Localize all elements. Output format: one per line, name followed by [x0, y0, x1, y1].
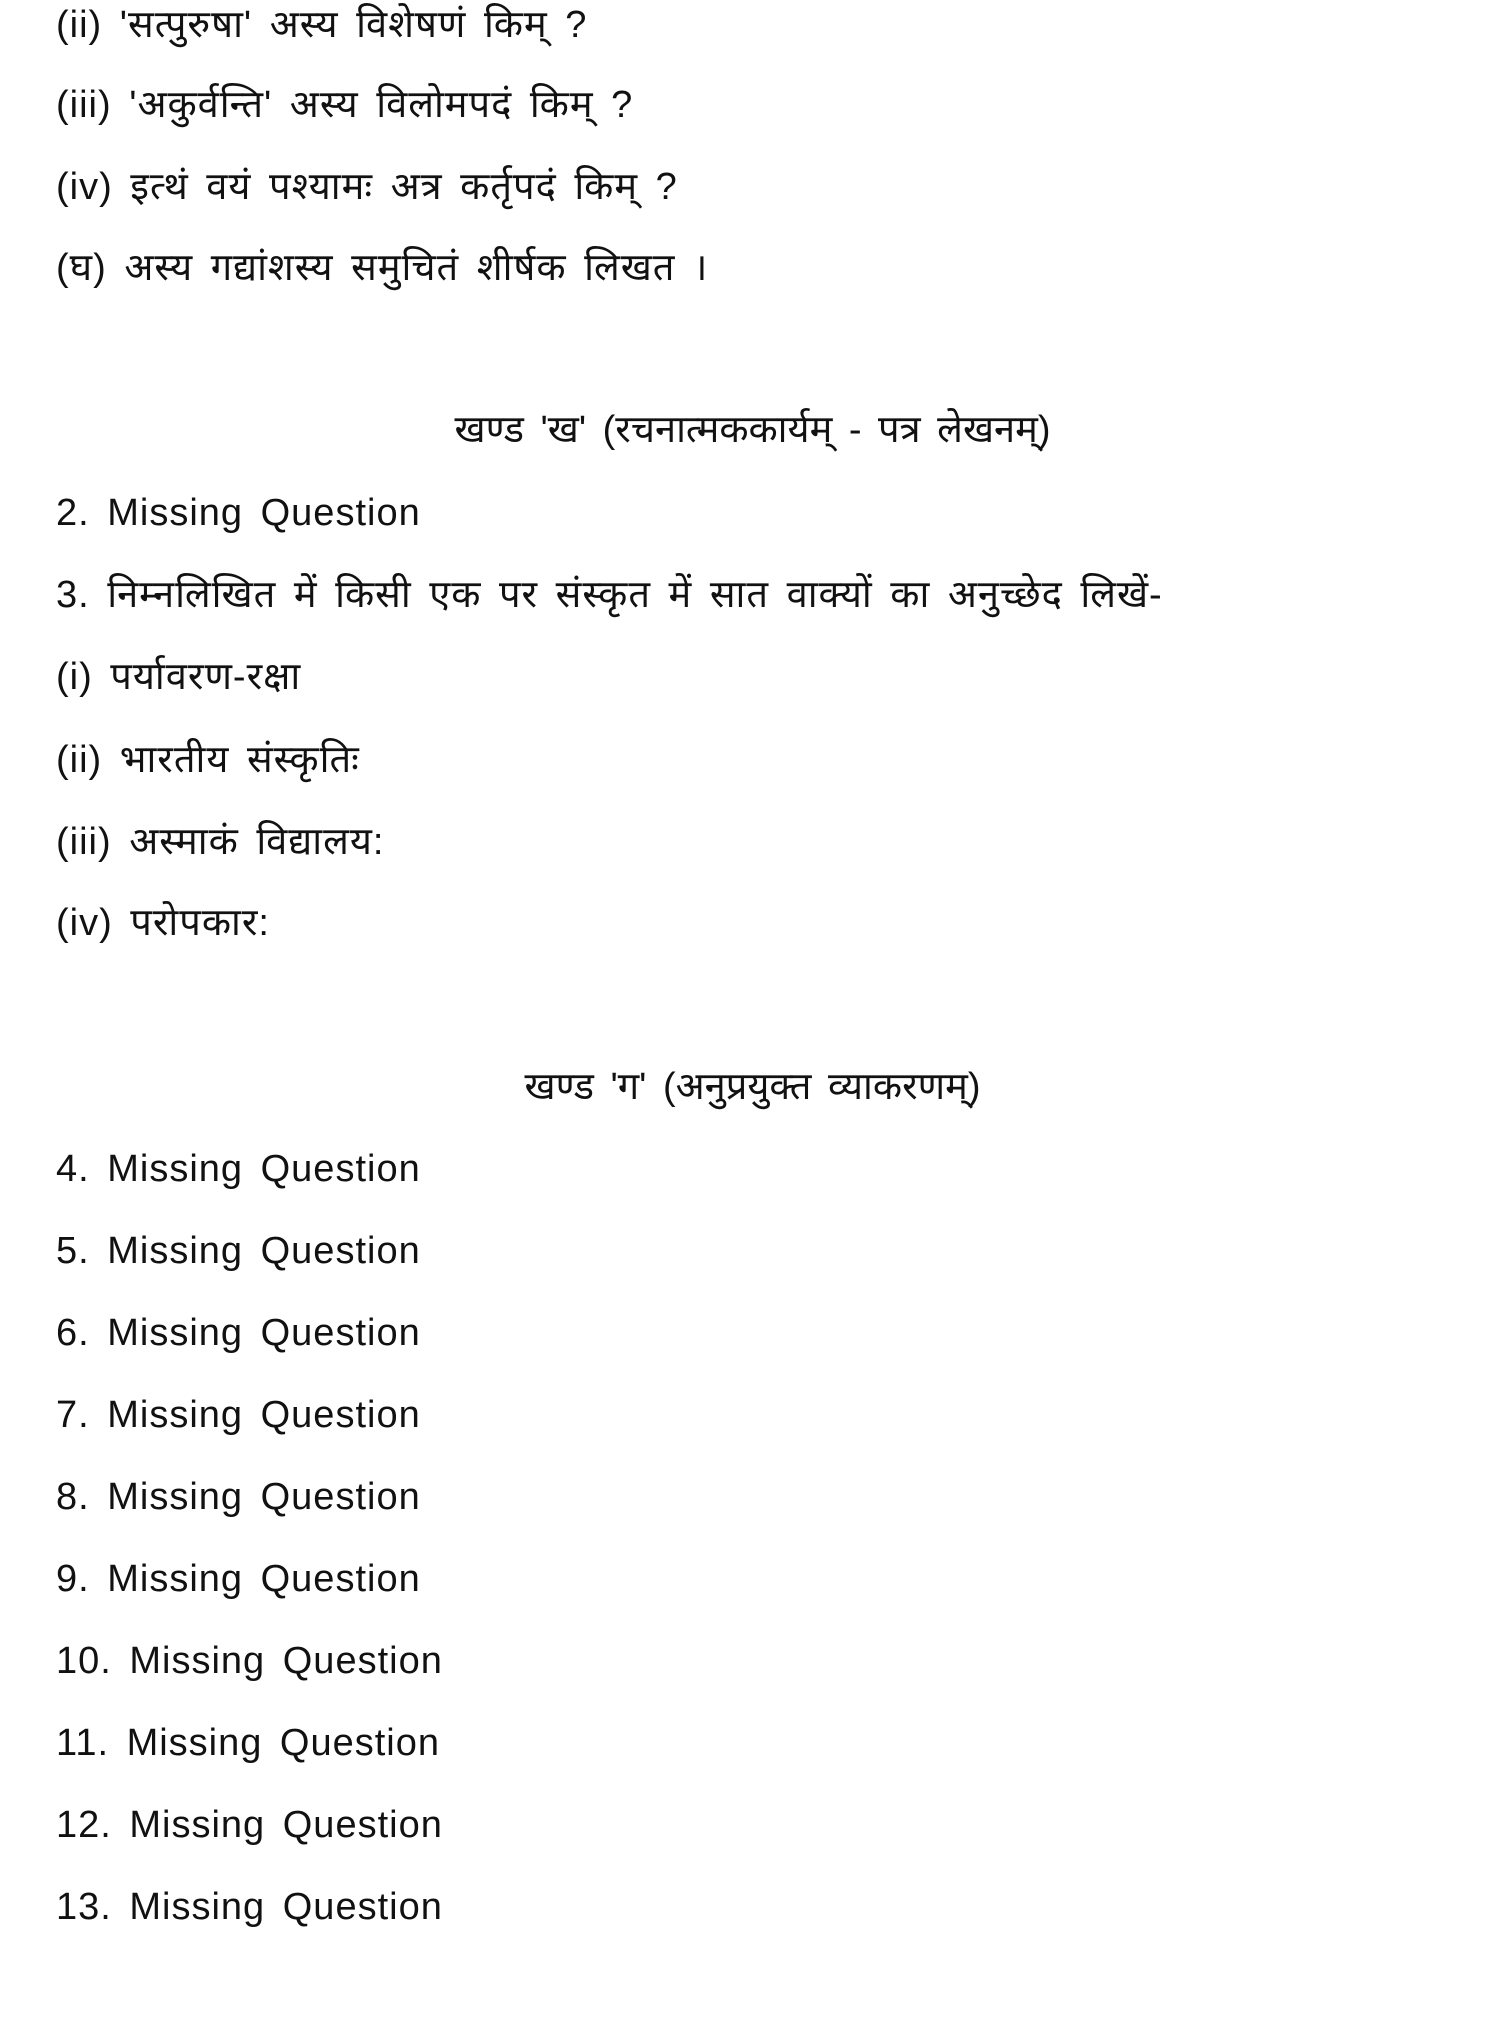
question-line: 8. Missing Question: [56, 1476, 421, 1518]
question-line: (iv) इत्थं वयं पश्यामः अत्र कर्तृपदं किम् ?: [56, 166, 678, 208]
question-line: 11. Missing Question: [56, 1722, 441, 1764]
question-line: 3. निम्नलिखित में किसी एक पर संस्कृत में सात वाक्यों का अनुच्छेद लिखें-: [56, 574, 1163, 616]
question-line: (iii) 'अकुर्वन्ति' अस्य विलोमपदं किम् ?: [56, 84, 634, 126]
question-line: (ii) 'सत्पुरुषा' अस्य विशेषणं किम् ?: [56, 4, 588, 46]
question-line: 9. Missing Question: [56, 1558, 421, 1600]
question-line: 4. Missing Question: [56, 1148, 421, 1190]
option-line: (i) पर्यावरण-रक्षा: [56, 656, 302, 698]
section-b-heading: खण्ड 'ख' (रचनात्मककार्यम् - पत्र लेखनम्): [454, 409, 1051, 451]
question-line: 6. Missing Question: [56, 1312, 421, 1354]
question-line: 2. Missing Question: [56, 492, 421, 534]
question-line: 5. Missing Question: [56, 1230, 421, 1272]
question-line: 13. Missing Question: [56, 1886, 443, 1928]
section-c-heading: खण्ड 'ग' (अनुप्रयुक्त व्याकरणम्): [524, 1066, 981, 1108]
question-line: 12. Missing Question: [56, 1804, 443, 1846]
option-line: (ii) भारतीय संस्कृतिः: [56, 739, 360, 781]
option-line: (iii) अस्माकं विद्यालय:: [56, 821, 385, 863]
question-line: (घ) अस्य गद्यांशस्य समुचितं शीर्षक लिखत ।: [56, 247, 709, 289]
option-line: (iv) परोपकार:: [56, 902, 270, 944]
question-line: 10. Missing Question: [56, 1640, 443, 1682]
question-line: 7. Missing Question: [56, 1394, 421, 1436]
